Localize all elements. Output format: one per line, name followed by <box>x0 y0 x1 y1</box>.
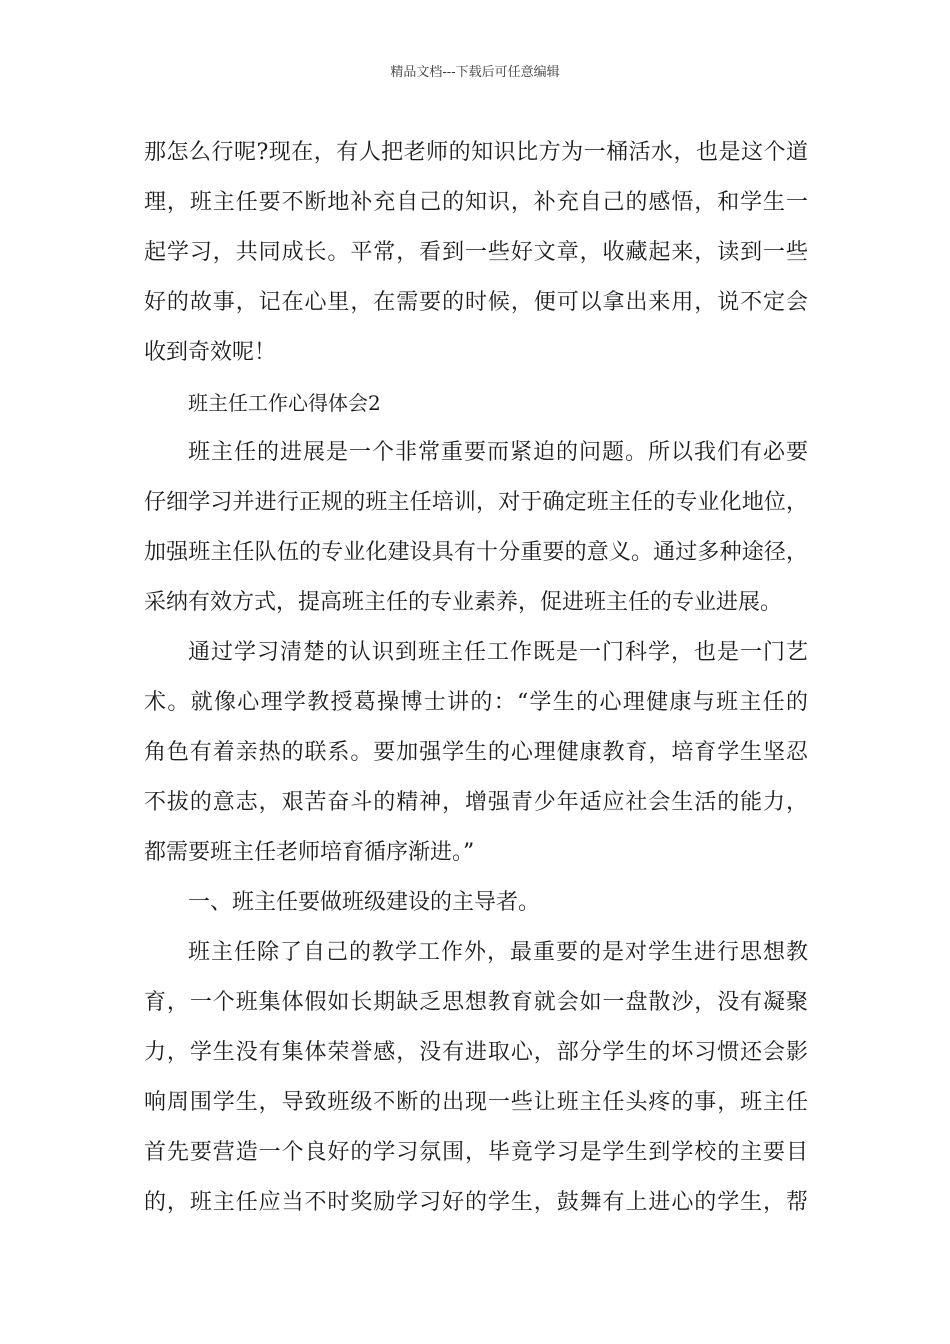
text-line: 术。就像心理学教授葛操博士讲的：“学生的心理健康与班主任的 <box>144 690 808 715</box>
text-line: 角色有着亲热的联系。要加强学生的心理健康教育，培育学生坚忍 <box>144 740 808 765</box>
text-line: 仔细学习并进行正规的班主任培训，对于确定班主任的专业化地位， <box>144 490 808 515</box>
text-line: 采纳有效方式，提高班主任的专业素养，促进班主任的专业进展。 <box>144 590 783 615</box>
text-line: 都需要班主任老师培育循序渐进。” <box>144 840 475 865</box>
text-line: 理，班主任要不断地补充自己的知识，补充自己的感悟，和学生一 <box>144 190 808 215</box>
text-line: 班主任除了自己的教学工作外，最重要的是对学生进行思想教 <box>188 940 808 965</box>
text-line: 不拔的意志，艰苦奋斗的精神，增强青少年适应社会生活的能力， <box>144 790 808 815</box>
text-line: 首先要营造一个良好的学习氛围，毕竟学习是学生到学校的主要目 <box>144 1140 808 1165</box>
section-heading: 班主任工作心得体会2 <box>188 391 381 415</box>
document-body <box>144 131 808 1231</box>
page-header: 精品文档---下载后可任意编辑 <box>390 65 560 80</box>
text-line: 起学习，共同成长。平常，看到一些好文章，收藏起来，读到一些 <box>144 240 808 265</box>
text-line: 收到奇效呢！ <box>144 340 277 365</box>
text-line: 通过学习清楚的认识到班主任工作既是一门科学，也是一门艺 <box>188 640 808 665</box>
text-line: 一、班主任要做班级建设的主导者。 <box>188 890 541 915</box>
text-line: 好的故事，记在心里，在需要的时候，便可以拿出来用，说不定会 <box>144 290 808 315</box>
text-line: 力，学生没有集体荣誉感，没有进取心，部分学生的坏习惯还会影 <box>144 1040 808 1065</box>
text-line: 班主任的进展是一个非常重要而紧迫的问题。所以我们有必要 <box>188 440 808 465</box>
text-line: 的，班主任应当不时奖励学习好的学生，鼓舞有上进心的学生，帮 <box>144 1190 808 1215</box>
text-line: 响周围学生，导致班级不断的出现一些让班主任头疼的事，班主任 <box>144 1090 808 1115</box>
text-line: 育，一个班集体假如长期缺乏思想教育就会如一盘散沙，没有凝聚 <box>144 990 808 1015</box>
text-line: 那怎么行呢?现在，有人把老师的知识比方为一桶活水，也是这个道 <box>144 140 808 165</box>
text-line: 加强班主任队伍的专业化建设具有十分重要的意义。通过多种途径， <box>144 540 808 565</box>
